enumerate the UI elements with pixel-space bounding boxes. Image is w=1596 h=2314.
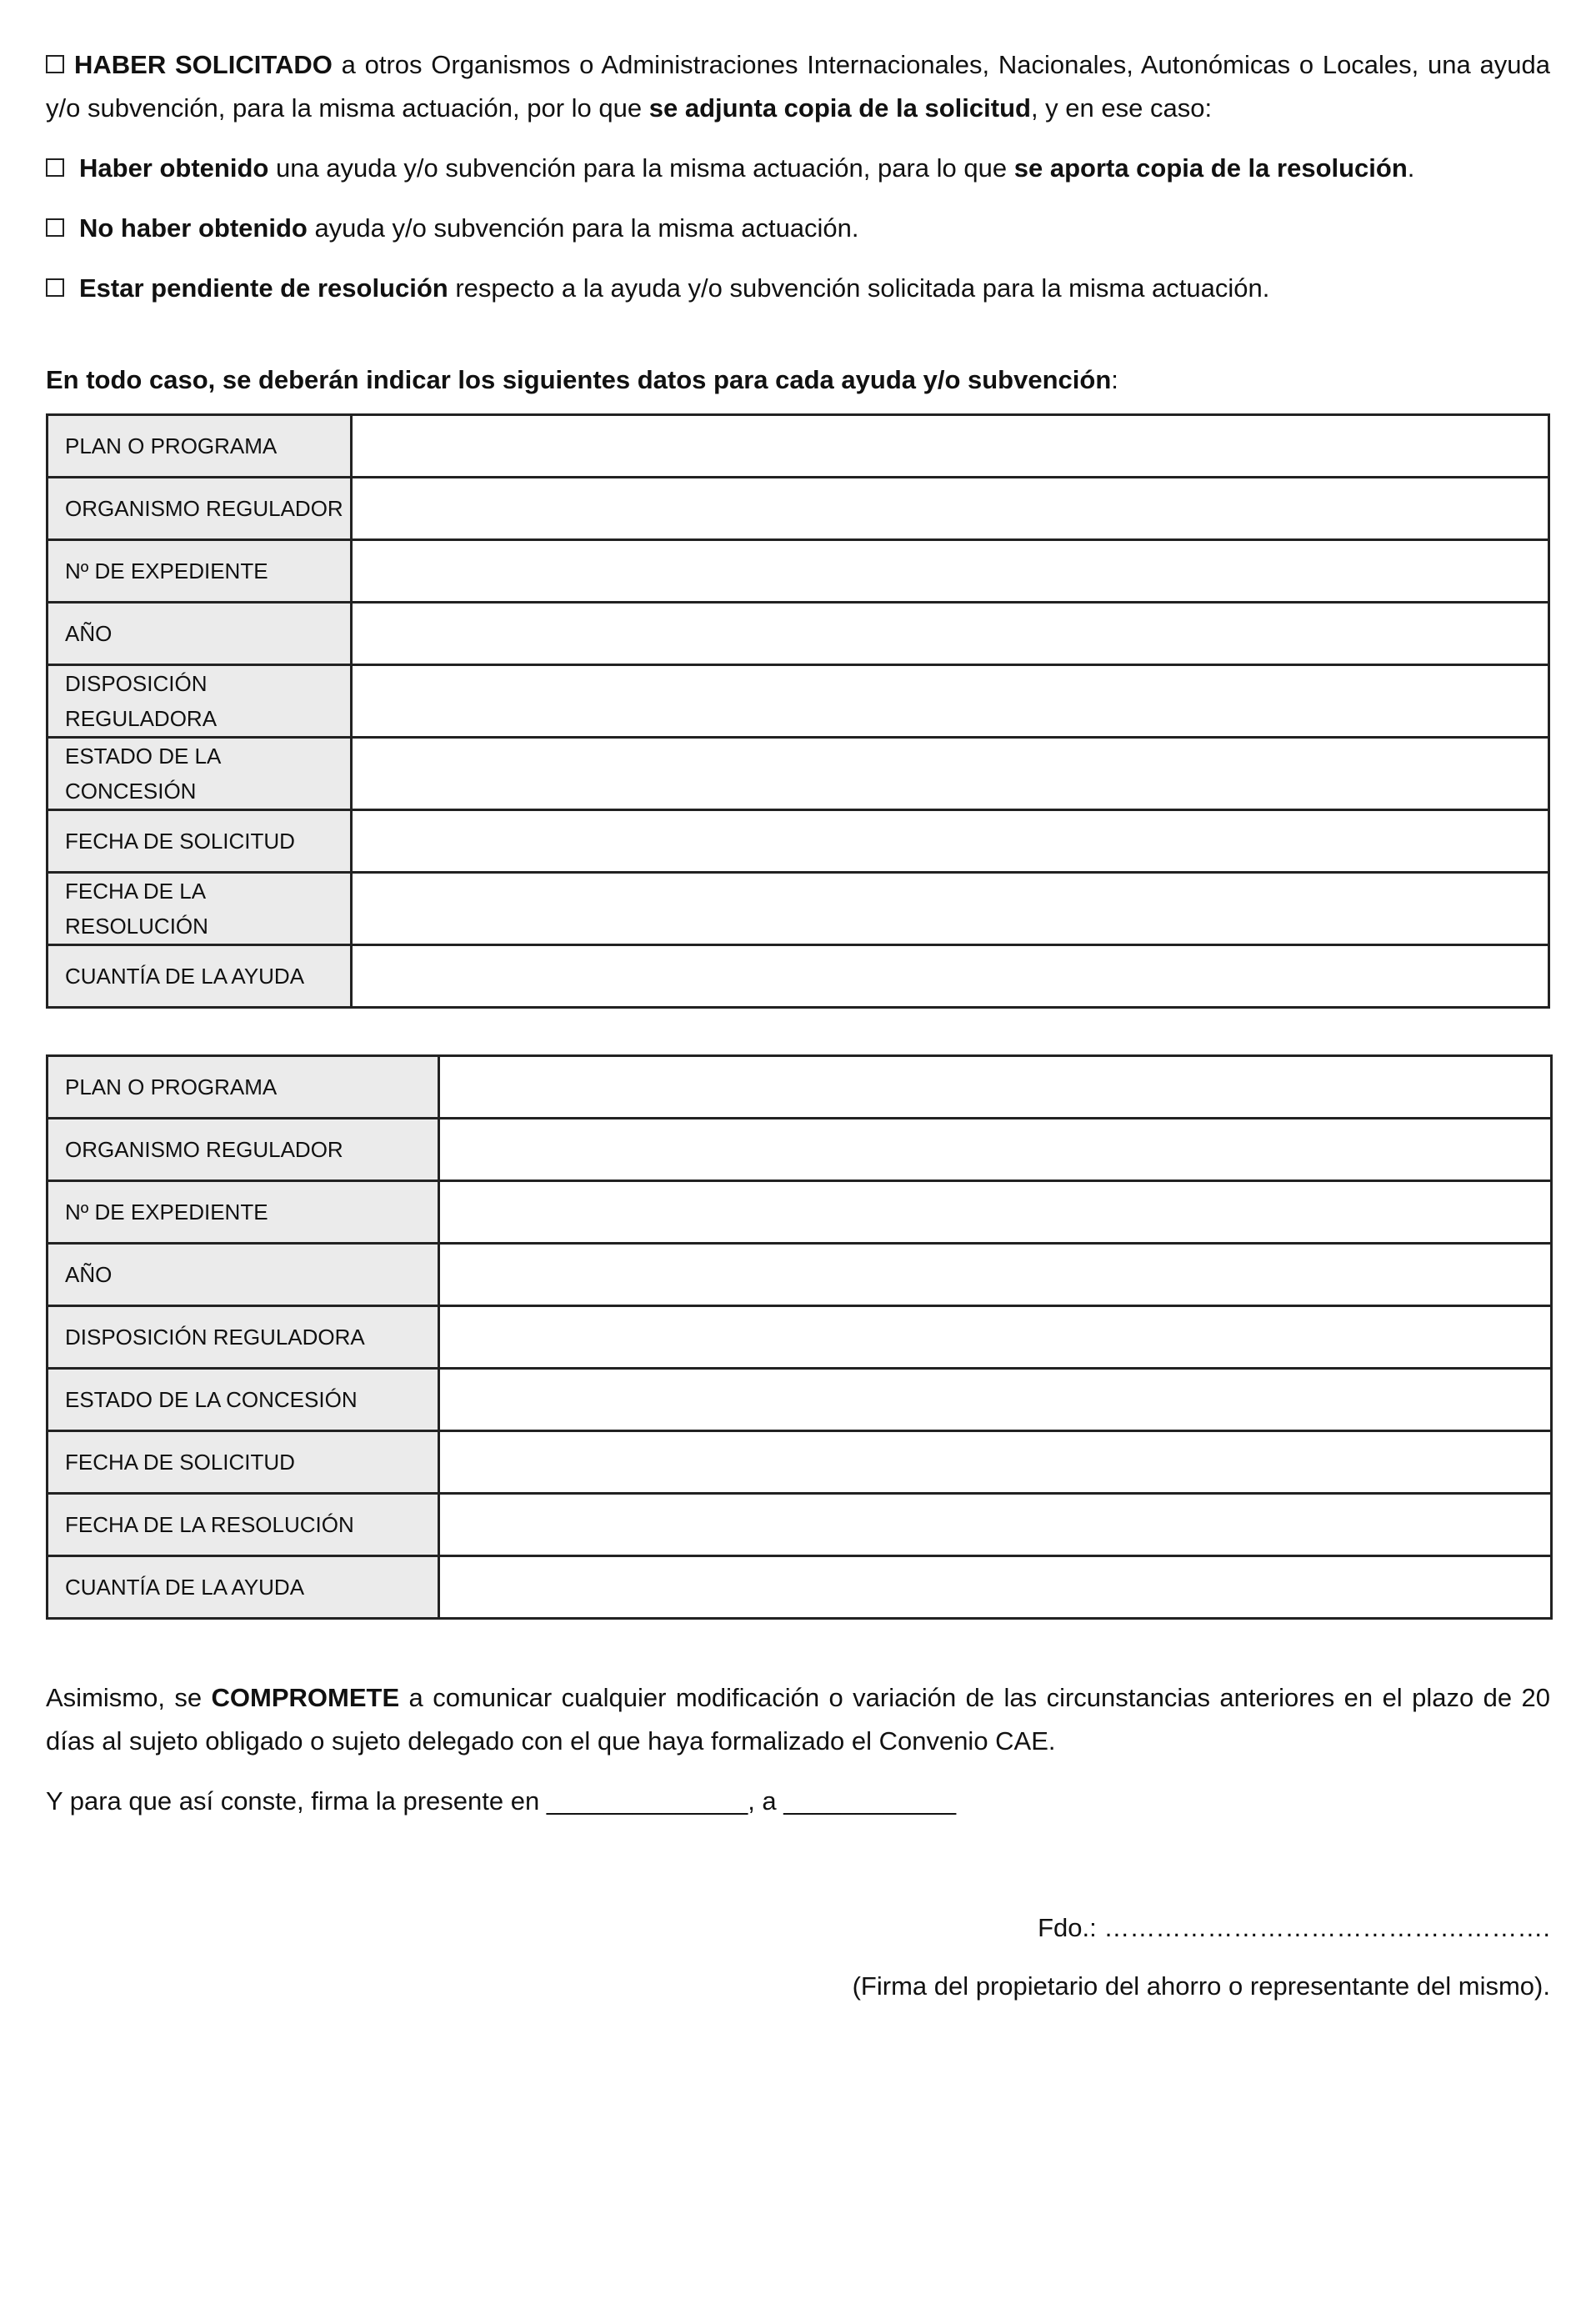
fecha-solicitud-field-2[interactable] [439,1431,1552,1494]
table-row [48,1244,1552,1306]
bold-mid: se adjunta copia de la solicitud [648,93,1031,123]
row-label: AÑO [48,603,352,665]
row-label: PLAN O PROGRAMA [48,1056,439,1119]
row-label: DISPOSICIÓN REGULADORA [48,665,352,738]
checkbox-haber-solicitado[interactable] [46,55,64,73]
fecha-resolucion-field-2[interactable] [439,1494,1552,1556]
table-row [48,1494,1552,1556]
signature-caption: (Firma del propietario del ahorro o representante del mismo). [852,1971,1550,2001]
closing-text-a: Asimismo, se [46,1683,212,1712]
intro-tail: : [1111,365,1118,394]
table-row [48,1369,1552,1431]
table-row [48,665,1549,738]
section-haber-solicitado [46,43,1550,130]
organismo-regulador-field-1[interactable] [352,478,1549,540]
row-label: Nº DE EXPEDIENTE [48,1181,439,1244]
table-row [48,1181,1552,1244]
subsidy-table-1 [46,413,1550,1009]
table-row [48,945,1549,1008]
text-b: , y en ese caso: [1030,93,1213,123]
table-row [48,603,1549,665]
option-bold: Estar pendiente de resolución [79,273,448,303]
disposicion-reguladora-field-2[interactable] [439,1306,1552,1369]
plan-programa-field-1[interactable] [352,415,1549,478]
option-haber-obtenido [46,147,1550,190]
organismo-regulador-field-2[interactable] [439,1119,1552,1181]
closing-paragraph [46,1676,1550,1763]
table-row [48,1056,1552,1119]
option-text: respecto a la ayuda y/o subvención solicitada para la misma actuación. [448,273,1270,303]
checkbox-haber-obtenido[interactable] [46,158,64,177]
signature-fdo-line: Fdo.: ……………………………………………. [1038,1913,1550,1942]
table-row [48,738,1549,810]
row-label: ESTADO DE LA CONCESIÓN [48,1369,439,1431]
intro-text [46,358,1550,402]
option-tail: . [1407,153,1415,183]
expediente-field-2[interactable] [439,1181,1552,1244]
sign-place-date-line: Y para que así conste, firma la presente en ______________, a ____________ [46,1786,957,1816]
ano-field-1[interactable] [352,603,1549,665]
ano-field-2[interactable] [439,1244,1552,1306]
row-label: DISPOSICIÓN REGULADORA [48,1306,439,1369]
bold-lead: HABER SOLICITADO [74,50,333,79]
fecha-resolucion-field-1[interactable] [352,873,1549,945]
table-row [48,1119,1552,1181]
option-bold: No haber obtenido [79,213,308,243]
option-bold2: se aporta copia de la resolución [1013,153,1408,183]
row-label: PLAN O PROGRAMA [48,415,352,478]
expediente-field-1[interactable] [352,540,1549,603]
option-text: una ayuda y/o subvención para la misma actuación, para lo que [268,153,1014,183]
option-no-haber-obtenido [46,207,1550,250]
fecha-solicitud-field-1[interactable] [352,810,1549,873]
table-row [48,540,1549,603]
option-pendiente-resolucion [46,267,1550,310]
disposicion-reguladora-field-1[interactable] [352,665,1549,738]
checkbox-pendiente-resolucion[interactable] [46,278,64,297]
checkbox-no-haber-obtenido[interactable] [46,218,64,237]
closing-text-b: a comunicar cualquier modificación o variación de las circunstancias anteriores en el plazo de 20 días al sujeto obligado o sujeto delegado con el que haya formalizado el Convenio CAE. [46,1683,1550,1756]
row-label: CUANTÍA DE LA AYUDA [48,945,352,1008]
intro-bold: En todo caso, se deberán indicar los siguientes datos para cada ayuda y/o subvención [46,365,1112,394]
estado-concesion-field-1[interactable] [352,738,1549,810]
table-row [48,478,1549,540]
row-label: FECHA DE SOLICITUD [48,1431,439,1494]
table-row [48,1556,1552,1619]
closing-bold: COMPROMETE [211,1683,400,1712]
row-label: FECHA DE LA RESOLUCIÓN [48,1494,439,1556]
table-row [48,810,1549,873]
text-a: a otros Organismos o Administraciones Internacionales, Nacionales, Autonómicas o Locales, una ayuda y/o subvención, para la misma actuación, por lo que [46,50,1550,123]
option-bold: Haber obtenido [79,153,269,183]
row-label: ESTADO DE LA CONCESIÓN [48,738,352,810]
row-label: AÑO [48,1244,439,1306]
cuantia-ayuda-field-2[interactable] [439,1556,1552,1619]
estado-concesion-field-2[interactable] [439,1369,1552,1431]
document-page [46,43,1550,2008]
option-text: ayuda y/o subvención para la misma actuación. [307,213,859,243]
cuantia-ayuda-field-1[interactable] [352,945,1549,1008]
row-label: Nº DE EXPEDIENTE [48,540,352,603]
table-row [48,1431,1552,1494]
row-label: FECHA DE LA RESOLUCIÓN [48,873,352,945]
row-label: FECHA DE SOLICITUD [48,810,352,873]
subsidy-table-2 [46,1054,1553,1620]
row-label: ORGANISMO REGULADOR [48,1119,439,1181]
table-row [48,415,1549,478]
table-row [48,873,1549,945]
table-row [48,1306,1552,1369]
plan-programa-field-2[interactable] [439,1056,1552,1119]
row-label: CUANTÍA DE LA AYUDA [48,1556,439,1619]
row-label: ORGANISMO REGULADOR [48,478,352,540]
